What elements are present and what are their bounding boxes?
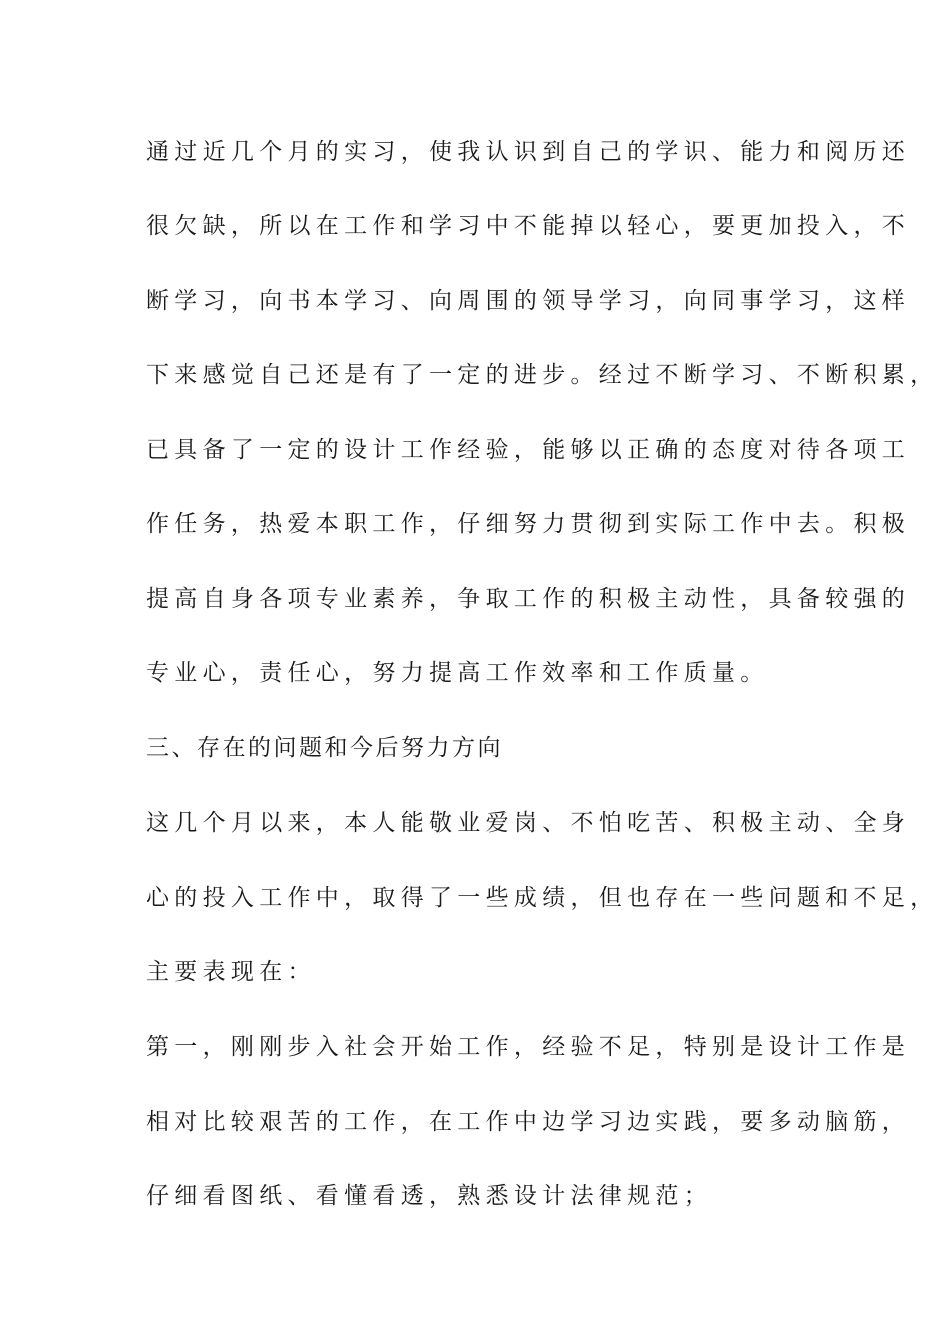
paragraph-line-11: 主要表现在： [146,959,316,985]
paragraph-line-7: 提高自身各项专业素养，争取工作的积极主动性，具备较强的 [146,586,911,612]
paragraph-line-2: 很欠缺，所以在工作和学习中不能掉以轻心，要更加投入，不 [146,213,911,239]
paragraph-line-4: 下来感觉自己还是有了一定的进步。经过不断学习、不断积累， [146,362,939,388]
paragraph-line-14: 仔细看图纸、看懂看透，熟悉设计法律规范； [146,1183,712,1209]
paragraph-line-9: 这几个月以来，本人能敬业爱岗、不怕吃苦、积极主动、全身 [146,810,911,836]
paragraph-line-13: 相对比较艰苦的工作，在工作中边学习边实践，要多动脑筋， [146,1109,911,1135]
paragraph-line-10: 心的投入工作中，取得了一些成绩，但也存在一些问题和不足， [146,885,939,911]
paragraph-line-12: 第一，刚刚步入社会开始工作，经验不足，特别是设计工作是 [146,1034,911,1060]
paragraph-line-8: 专业心，责任心，努力提高工作效率和工作质量。 [146,660,769,686]
paragraph-line-5: 已具备了一定的设计工作经验，能够以正确的态度对待各项工 [146,437,911,463]
paragraph-line-1: 通过近几个月的实习，使我认识到自己的学识、能力和阅历还 [146,139,911,165]
paragraph-line-3: 断学习，向书本学习、向周围的领导学习，向同事学习，这样 [146,288,911,314]
section-heading: 三、存在的问题和今后努力方向 [146,735,503,761]
paragraph-line-6: 作任务，热爱本职工作，仔细努力贯彻到实际工作中去。积极 [146,511,911,537]
